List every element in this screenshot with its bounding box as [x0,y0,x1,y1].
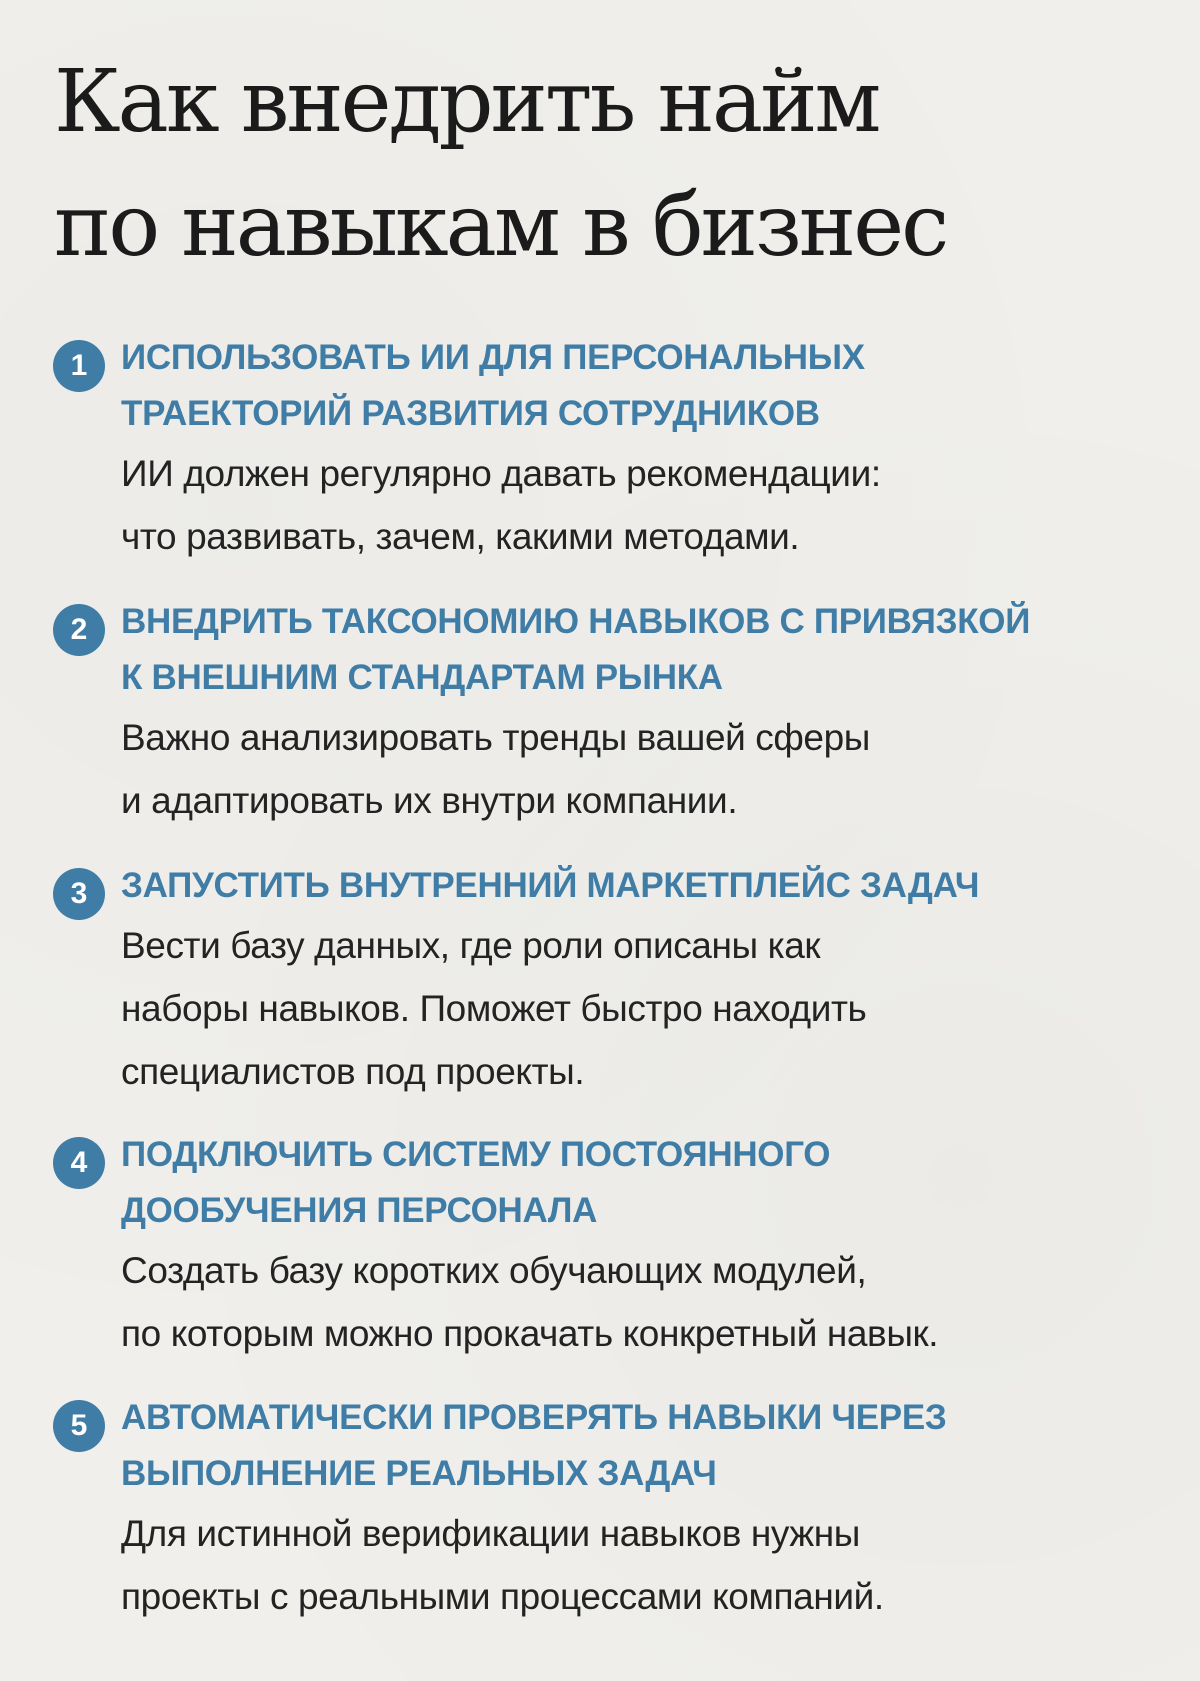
item-description-line: наборы навыков. Поможет быстро находить [121,988,867,1029]
item-heading [121,1127,1181,1239]
item-heading-line: ВНЕДРИТЬ ТАКСОНОМИЮ НАВЫКОВ С ПРИВЯЗКОЙ [121,602,1031,641]
item-description-line: проекты с реальными процессами компаний. [121,1576,884,1617]
item-description-line: Важно анализировать тренды вашей сферы [121,717,870,758]
item-heading [121,858,1181,914]
number-badge: 2 [53,604,105,656]
item-description [121,442,1181,568]
item-heading-line: ДООБУЧЕНИЯ ПЕРСОНАЛА [121,1191,598,1230]
item-description-line: по которым можно прокачать конкретный навык. [121,1313,939,1354]
number-badge: 5 [53,1400,105,1452]
item-heading-line: ЗАПУСТИТЬ ВНУТРЕННИЙ МАРКЕТПЛЕЙС ЗАДАЧ [121,866,980,905]
item-heading-line: К ВНЕШНИМ СТАНДАРТАМ РЫНКА [121,658,723,697]
item-description-line: Создать базу коротких обучающих модулей, [121,1250,867,1291]
item-heading-line: ИСПОЛЬЗОВАТЬ ИИ ДЛЯ ПЕРСОНАЛЬНЫХ [121,338,865,377]
title-line-1: Как внедрить найм [54,52,879,152]
number-badge: 1 [53,340,105,392]
item-heading [121,1390,1181,1502]
page-title [54,40,946,288]
item-heading-line: ПОДКЛЮЧИТЬ СИСТЕМУ ПОСТОЯННОГО [121,1135,831,1174]
item-heading [121,594,1181,706]
item-description [121,706,1181,832]
item-description-line: специалистов под проекты. [121,1051,585,1092]
item-description [121,914,1181,1103]
item-description-line: и адаптировать их внутри компании. [121,780,738,821]
item-description [121,1239,1181,1365]
number-badge: 4 [53,1137,105,1189]
item-heading-line: ТРАЕКТОРИЙ РАЗВИТИЯ СОТРУДНИКОВ [121,394,820,433]
item-description [121,1502,1181,1628]
item-description-line: ИИ должен регулярно давать рекомендации: [121,453,881,494]
item-heading [121,330,1181,442]
item-heading-line: АВТОМАТИЧЕСКИ ПРОВЕРЯТЬ НАВЫКИ ЧЕРЕЗ [121,1398,947,1437]
item-description-line: Вести базу данных, где роли описаны как [121,925,821,966]
item-description-line: что развивать, зачем, какими методами. [121,516,800,557]
item-description-line: Для истинной верификации навыков нужны [121,1513,861,1554]
number-badge: 3 [53,868,105,920]
title-line-2: по навыкам в бизнес [54,176,947,276]
item-heading-line: ВЫПОЛНЕНИЕ РЕАЛЬНЫХ ЗАДАЧ [121,1454,717,1493]
